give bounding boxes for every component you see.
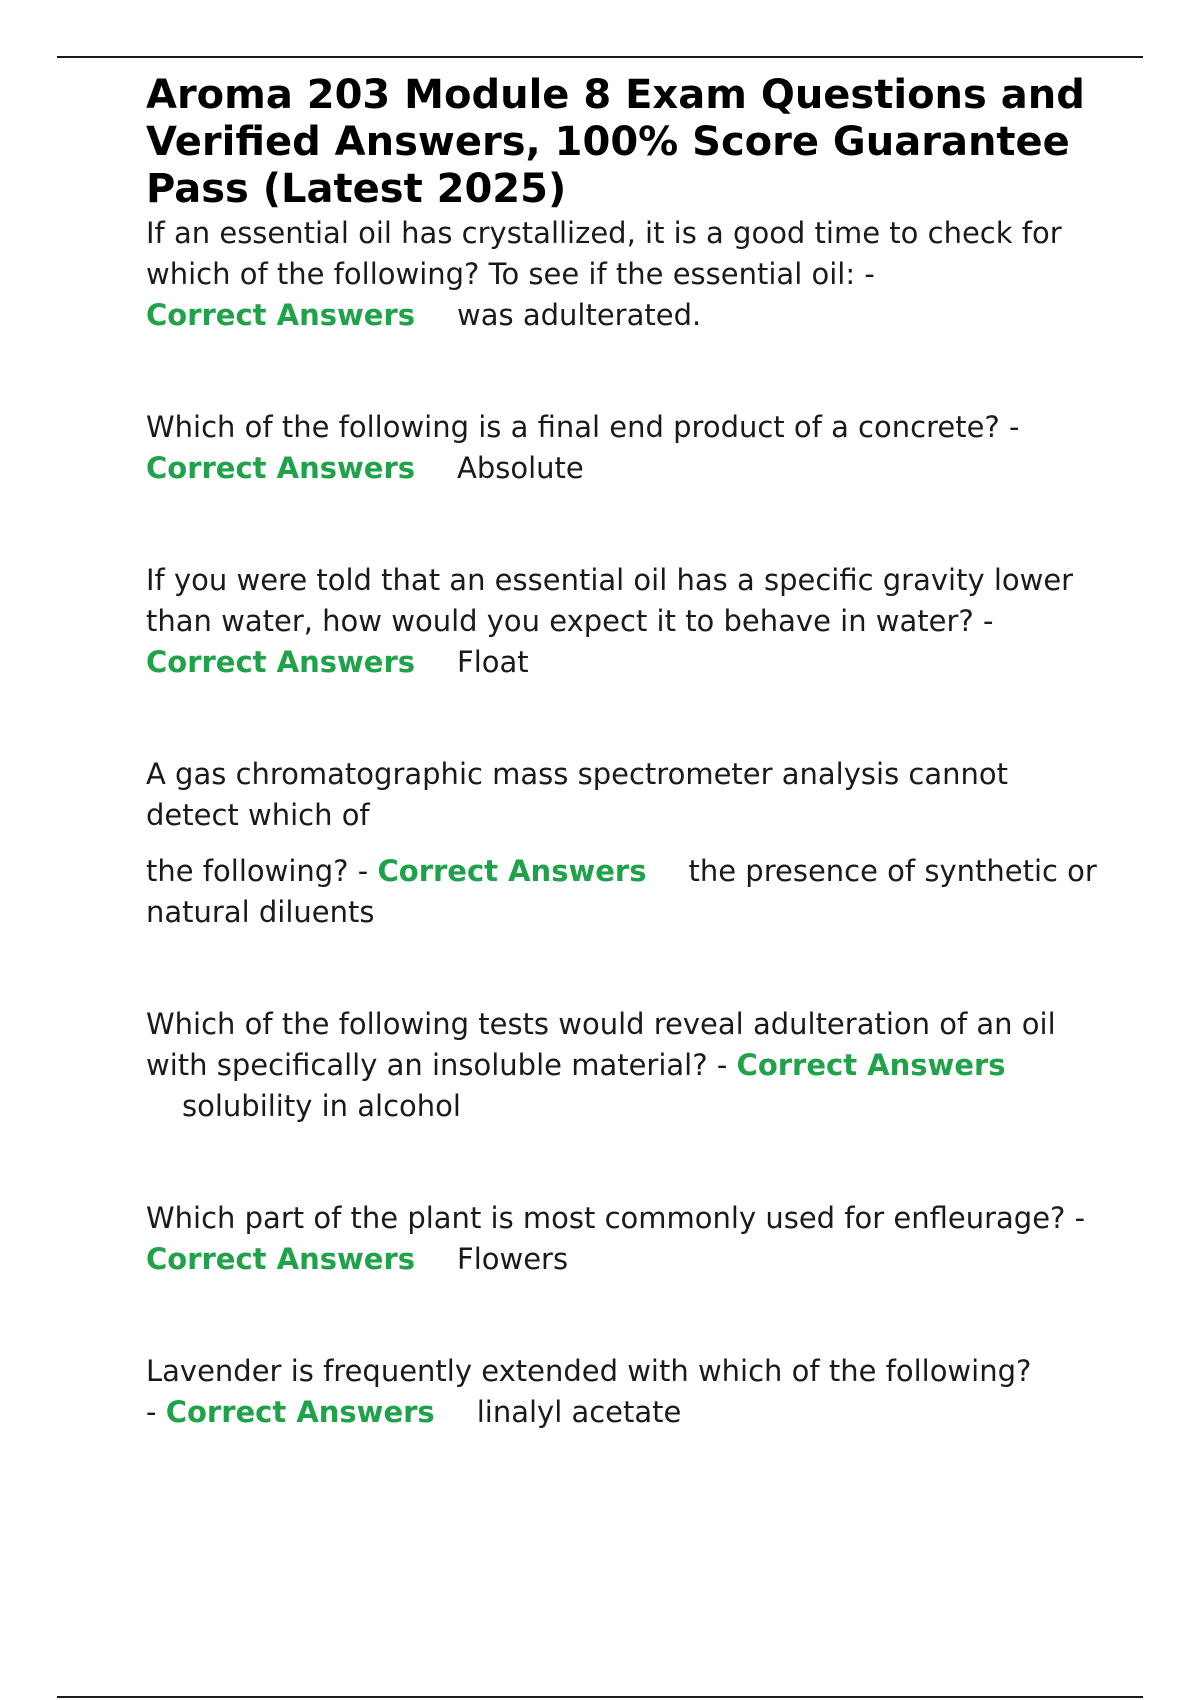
correct-answers-label: Correct Answers bbox=[165, 1395, 435, 1429]
question-text: Lavender is frequently extended with which of the following? bbox=[146, 1354, 1032, 1388]
qa-item-4 bbox=[146, 754, 1106, 836]
question-dash: - bbox=[146, 1395, 157, 1429]
question-text-line1: A gas chromatographic mass spectrometer analysis cannot detect which of bbox=[146, 757, 1008, 832]
answer-text: Float bbox=[457, 645, 529, 679]
answer-text: linalyl acetate bbox=[476, 1395, 682, 1429]
question-text: Which of the following is a final end product of a concrete? - bbox=[146, 410, 1020, 444]
qa-item-3 bbox=[146, 560, 1106, 683]
bottom-rule bbox=[57, 1696, 1143, 1698]
document-body bbox=[146, 72, 1106, 1433]
document-title: Aroma 203 Module 8 Exam Questions and Verified Answers, 100% Score Guarantee Pass (Latest 2025) bbox=[146, 72, 1085, 212]
correct-answers-label: Correct Answers bbox=[146, 645, 416, 679]
answer-text: Flowers bbox=[457, 1242, 569, 1276]
qa-item-4-continued bbox=[146, 851, 1106, 933]
question-text: If an essential oil has crystallized, it is a good time to check for which of the following? To see if the essential oil: - bbox=[146, 216, 1062, 291]
qa-item-1 bbox=[146, 213, 1106, 336]
correct-answers-label: Correct Answers bbox=[736, 1048, 1006, 1082]
correct-answers-label: Correct Answers bbox=[146, 298, 416, 332]
correct-answers-label: Correct Answers bbox=[146, 451, 416, 485]
question-text: If you were told that an essential oil has a specific gravity lower than water, how would you expect it to behave in water? - bbox=[146, 563, 1074, 638]
answer-text: Absolute bbox=[457, 451, 584, 485]
question-text: Which part of the plant is most commonly used for enfleurage? - bbox=[146, 1201, 1086, 1235]
top-rule bbox=[57, 56, 1143, 58]
answer-text: the presence of synthetic or natural diluents bbox=[146, 854, 1097, 929]
qa-item-7 bbox=[146, 1351, 1106, 1433]
correct-answers-label: Correct Answers bbox=[377, 854, 647, 888]
qa-item-6 bbox=[146, 1198, 1106, 1280]
question-text-line2: the following? - bbox=[146, 854, 369, 888]
correct-answers-label: Correct Answers bbox=[146, 1242, 416, 1276]
question-text: Which of the following tests would reveal adulteration of an oil with specifically an insoluble material? - bbox=[146, 1007, 1056, 1082]
answer-text: solubility in alcohol bbox=[182, 1089, 461, 1123]
answer-text: was adulterated. bbox=[457, 298, 702, 332]
qa-item-5 bbox=[146, 1004, 1106, 1127]
qa-item-2 bbox=[146, 407, 1106, 489]
